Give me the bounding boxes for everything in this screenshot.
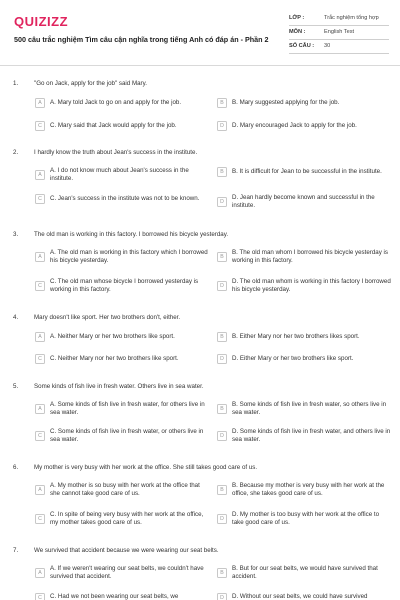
option-c[interactable] [35,121,213,131]
question-number: 3. [13,231,19,238]
option-text: B. But for our seat belts, we would have survived that accident. [232,565,378,580]
meta-value: English Test [324,29,355,35]
worksheet-header [0,0,400,66]
option-b[interactable] [217,401,395,416]
option-a[interactable] [35,249,213,264]
option-text: D. Without our seat belts, we could have survived [232,593,368,600]
option-text: D. My mother is too busy with her work at the office to take good care of us. [232,511,380,526]
option-text: A. Mary told Jack to go on and apply for the job. [50,99,182,107]
option-letter-box: B [217,404,227,414]
option-text: C. The old man whose bicycle I borrowed yesterday is working in this factory. [50,278,199,293]
option-c[interactable] [35,354,213,364]
option-letter-box: C [35,121,45,131]
question-text: My mother is very busy with her work at the office. She still takes good care of us. [34,464,258,471]
option-text: B. It is difficult for Jean to be successful in the institute. [232,168,382,176]
option-letter-box: C [35,431,45,441]
option-letter-box: D [217,121,227,131]
option-text: A. The old man is working in this factory which I borrowed his bicycle yesterday. [50,249,208,264]
option-b[interactable] [217,332,395,342]
option-a[interactable] [35,332,213,342]
option-text: A. My mother is so busy with her work at the office that she cannot take good care of us. [50,482,200,497]
option-b[interactable] [217,482,395,497]
option-letter-box: C [35,514,45,524]
question-text: Some kinds of fish live in fresh water. Others live in sea water. [34,383,204,390]
option-letter-box: A [35,170,45,180]
option-letter-box: B [217,332,227,342]
option-a[interactable] [35,565,213,580]
question-text: Mary doesn't like sport. Her two brothers don't, either. [34,314,181,321]
option-letter-box: B [217,252,227,262]
option-letter-box: D [217,281,227,291]
option-b[interactable] [217,98,395,108]
question-number: 6. [13,464,19,471]
option-text: B. Some kinds of fish live in fresh water, so others live in sea water. [232,401,387,416]
option-b[interactable] [217,565,395,580]
option-letter-box: A [35,252,45,262]
option-c[interactable] [35,428,213,443]
option-a[interactable] [35,167,213,182]
option-c[interactable] [35,194,213,204]
option-text: C. In spite of being very busy with her work at the office, my mother takes good care of us. [50,511,204,526]
option-d[interactable] [217,278,395,293]
option-text: A. I do not know much about Jean's success in the institute. [50,167,189,182]
option-d[interactable] [217,593,395,600]
meta-row-subject [289,26,389,40]
option-text: D. Mary encouraged Jack to apply for the job. [232,122,357,130]
option-d[interactable] [217,121,395,131]
option-d[interactable] [217,511,395,526]
option-text: B. Either Mary nor her two brothers likes sport. [232,333,360,341]
option-letter-box: D [217,431,227,441]
meta-value: Trắc nghiệm tổng hợp [324,15,379,21]
option-text: C. Neither Mary nor her two brothers like sport. [50,355,179,363]
question-number: 4. [13,314,19,321]
option-letter-box: C [35,194,45,204]
option-letter-box: A [35,404,45,414]
option-text: D. The old man whom is working in this factory I borrowed his bicycle yesterday. [232,278,391,293]
option-letter-box: D [217,197,227,207]
meta-key: MÔN : [289,29,306,35]
option-text: B. The old man whom I borrowed his bicycle yesterday is working in this factory. [232,249,389,264]
option-text: C. Had we not been wearing our seat belts, we [50,593,179,600]
option-text: A. If we weren't wearing our seat belts, we couldn't have survived that accident. [50,565,204,580]
option-letter-box: C [35,593,45,600]
option-a[interactable] [35,482,213,497]
option-letter-box: B [217,167,227,177]
option-letter-box: A [35,485,45,495]
meta-key: SỐ CÂU : [289,43,315,49]
question-text: We survived that accident because we were wearing our seat belts. [34,547,219,554]
option-c[interactable] [35,278,213,293]
question-text: I hardly know the truth about Jean's success in the institute. [34,149,198,156]
meta-row-class [289,12,389,26]
option-d[interactable] [217,194,395,209]
option-letter-box: B [217,98,227,108]
option-b[interactable] [217,249,395,264]
option-letter-box: C [35,354,45,364]
option-letter-box: A [35,332,45,342]
meta-row-count [289,40,389,54]
worksheet-title: 500 câu trắc nghiệm Tìm câu cận nghĩa trong tiếng Anh có đáp án - Phần 2 [14,35,269,44]
option-text: A. Some kinds of fish live in fresh water, for others live in sea water. [50,401,205,416]
option-d[interactable] [217,428,395,443]
option-c[interactable] [35,511,213,526]
question-text: "Go on Jack, apply for the job" said Mary. [34,80,147,87]
option-text: C. Jean's success in the institute was not to be known. [50,195,200,203]
option-letter-box: A [35,568,45,578]
option-text: D. Some kinds of fish live in fresh water, and others live in sea water. [232,428,391,443]
option-text: A. Neither Mary or her two brothers like sport. [50,333,175,341]
option-b[interactable] [217,167,395,177]
option-c[interactable] [35,593,213,600]
question-number: 2. [13,149,19,156]
option-letter-box: B [217,485,227,495]
option-letter-box: D [217,354,227,364]
option-letter-box: C [35,281,45,291]
option-letter-box: A [35,98,45,108]
question-number: 7. [13,547,19,554]
option-a[interactable] [35,401,213,416]
option-letter-box: B [217,568,227,578]
option-d[interactable] [217,354,395,364]
option-a[interactable] [35,98,213,108]
quizizz-logo: QUIZIZZ [14,14,69,29]
worksheet-meta [289,12,389,54]
meta-value: 30 [324,43,331,49]
option-text: D. Jean hardly become known and successful in the institute. [232,194,375,209]
question-text: The old man is working in this factory. I borrowed his bicycle yesterday. [34,231,229,238]
option-letter-box: D [217,593,227,600]
question-number: 1. [13,80,19,87]
option-text: C. Some kinds of fish live in fresh water, or others live in sea water. [50,428,204,443]
option-letter-box: D [217,514,227,524]
option-text: C. Mary said that Jack would apply for the job. [50,122,177,130]
question-number: 5. [13,383,19,390]
meta-key: LỚP : [289,15,305,21]
option-text: B. Because my mother is very busy with her work at the office, she takes good care of us. [232,482,385,497]
option-text: B. Mary suggested applying for the job. [232,99,340,107]
option-text: D. Either Mary or her two brothers like sport. [232,355,354,363]
